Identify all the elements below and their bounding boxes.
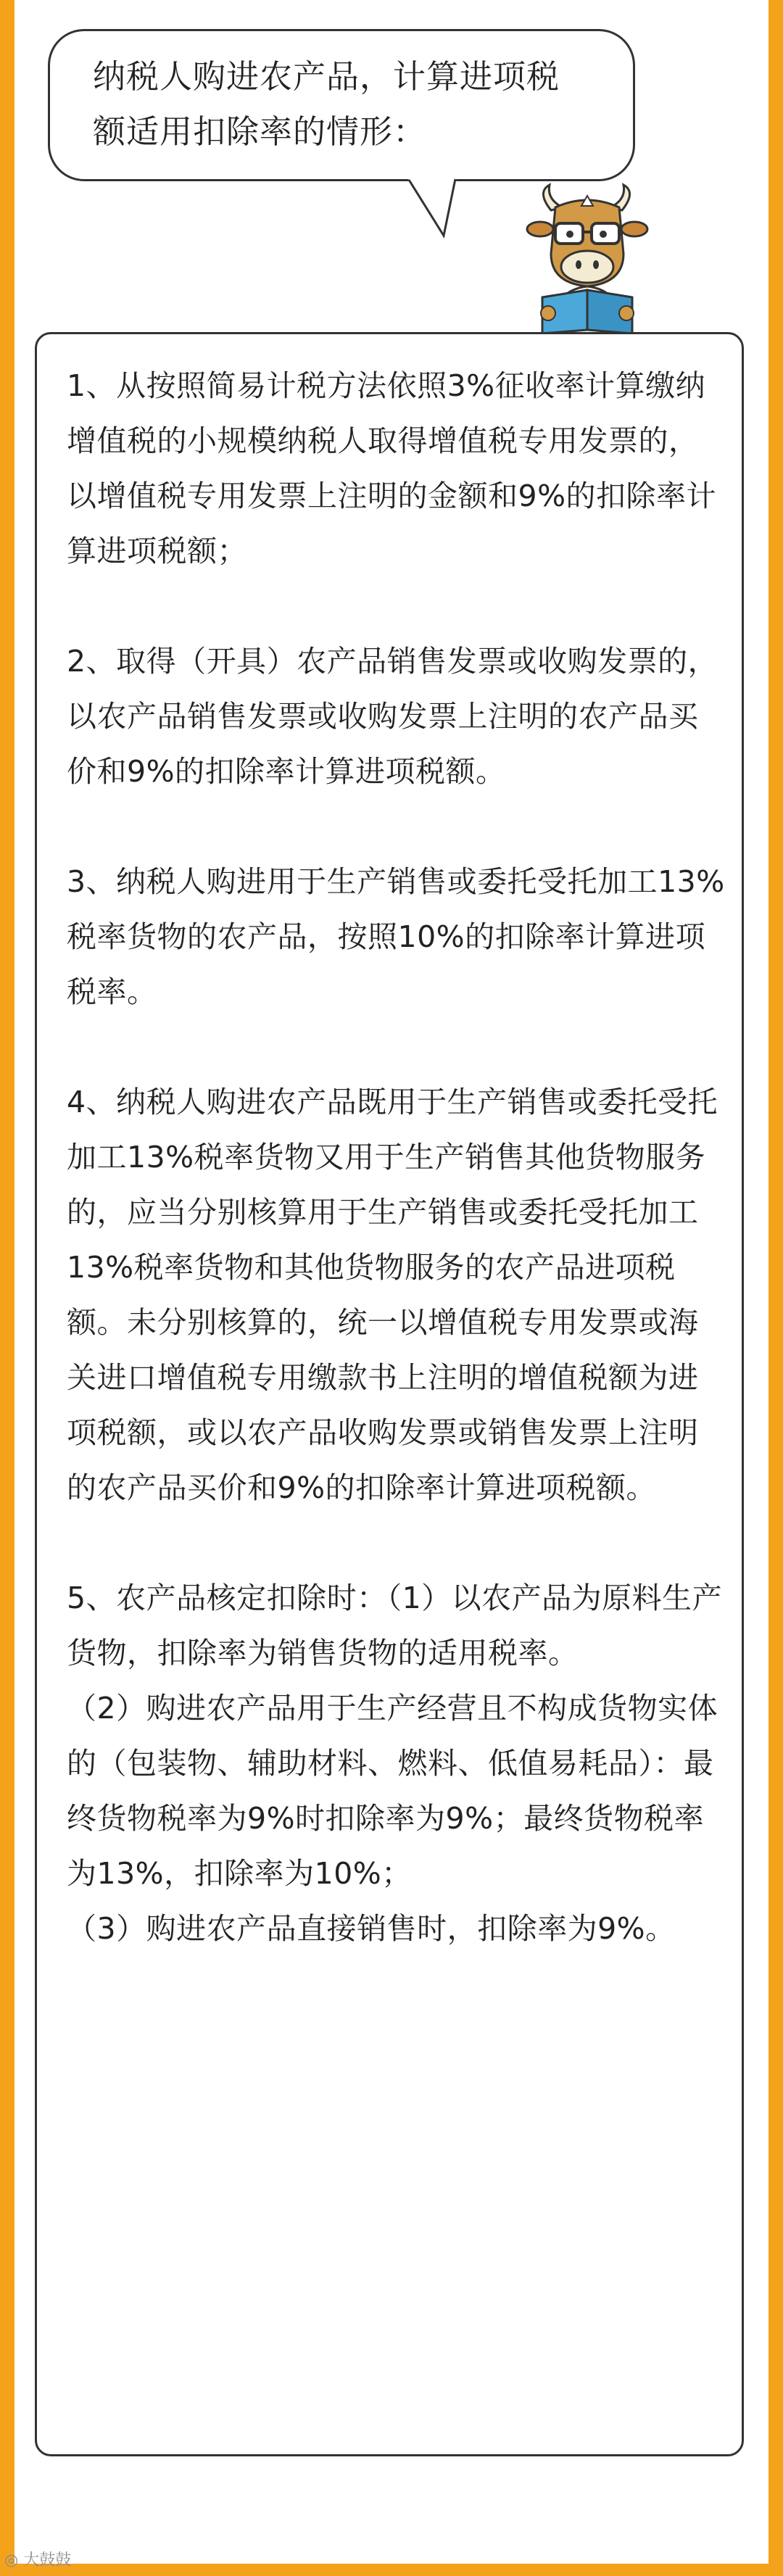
bubble-text	[93, 49, 615, 160]
bubble-line-1: 纳税人购进农产品，计算进项税	[93, 57, 560, 96]
watermark	[4, 2548, 71, 2570]
rule-item	[67, 634, 726, 799]
rule-item	[67, 1570, 726, 1956]
bubble-line-2: 额适用扣除率的情形：	[93, 112, 427, 151]
rule-paragraph: 2、取得（开具）农产品销售发票或收购发票的，以农产品销售发票或收购发票上注明的农产品买价和9%的扣除率计算进项税额。	[67, 644, 718, 789]
cartoon-bull-reading-book-icon	[522, 181, 652, 337]
rule-list	[67, 358, 726, 1956]
rule-paragraph: （2）购进农产品用于生产经营且不构成货物实体的（包装物、辅助材料、燃料、低值易耗品）：最终货物税率为9%时扣除率为9%；最终货物税率为13%，扣除率为10%；	[67, 1691, 718, 1891]
rule-paragraph: （3）购进农产品直接销售时，扣除率为9%。	[67, 1911, 676, 1946]
rule-paragraph: 5、农产品核定扣除时：（1）以农产品为原料生产货物，扣除率为销售货物的适用税率。	[67, 1581, 723, 1670]
speech-bubble-tail	[406, 178, 464, 243]
rule-paragraph: 1、从按照简易计税方法依照3%征收率计算缴纳增值税的小规模纳税人取得增值税专用发票的，以增值税专用发票上注明的金额和9%的扣除率计算进项税额；	[67, 368, 717, 568]
watermark-icon: ◎	[4, 2551, 19, 2569]
rule-item	[67, 854, 726, 1019]
watermark-text: 大鼓鼓	[23, 2551, 72, 2569]
rule-item	[67, 358, 726, 579]
rule-item	[67, 1074, 726, 1515]
rule-paragraph: 4、纳税人购进农产品既用于生产销售或委托受托加工13%税率货物又用于生产销售其他货物服务的，应当分别核算用于生产销售或委托受托加工13%税率货物和其他货物服务的农产品进项税额。未分别核算的，统一以增值税专用发票或海关进口增值税专用缴款书上注明的增值税额为进项税额，或以农产品收购发票或销售发票上注明的农产品买价和9%的扣除率计算进项税额。	[67, 1085, 718, 1505]
rule-paragraph: 3、纳税人购进用于生产销售或委托受托加工13%税率货物的农产品，按照10%的扣除率计算进项税率。	[67, 864, 725, 1009]
